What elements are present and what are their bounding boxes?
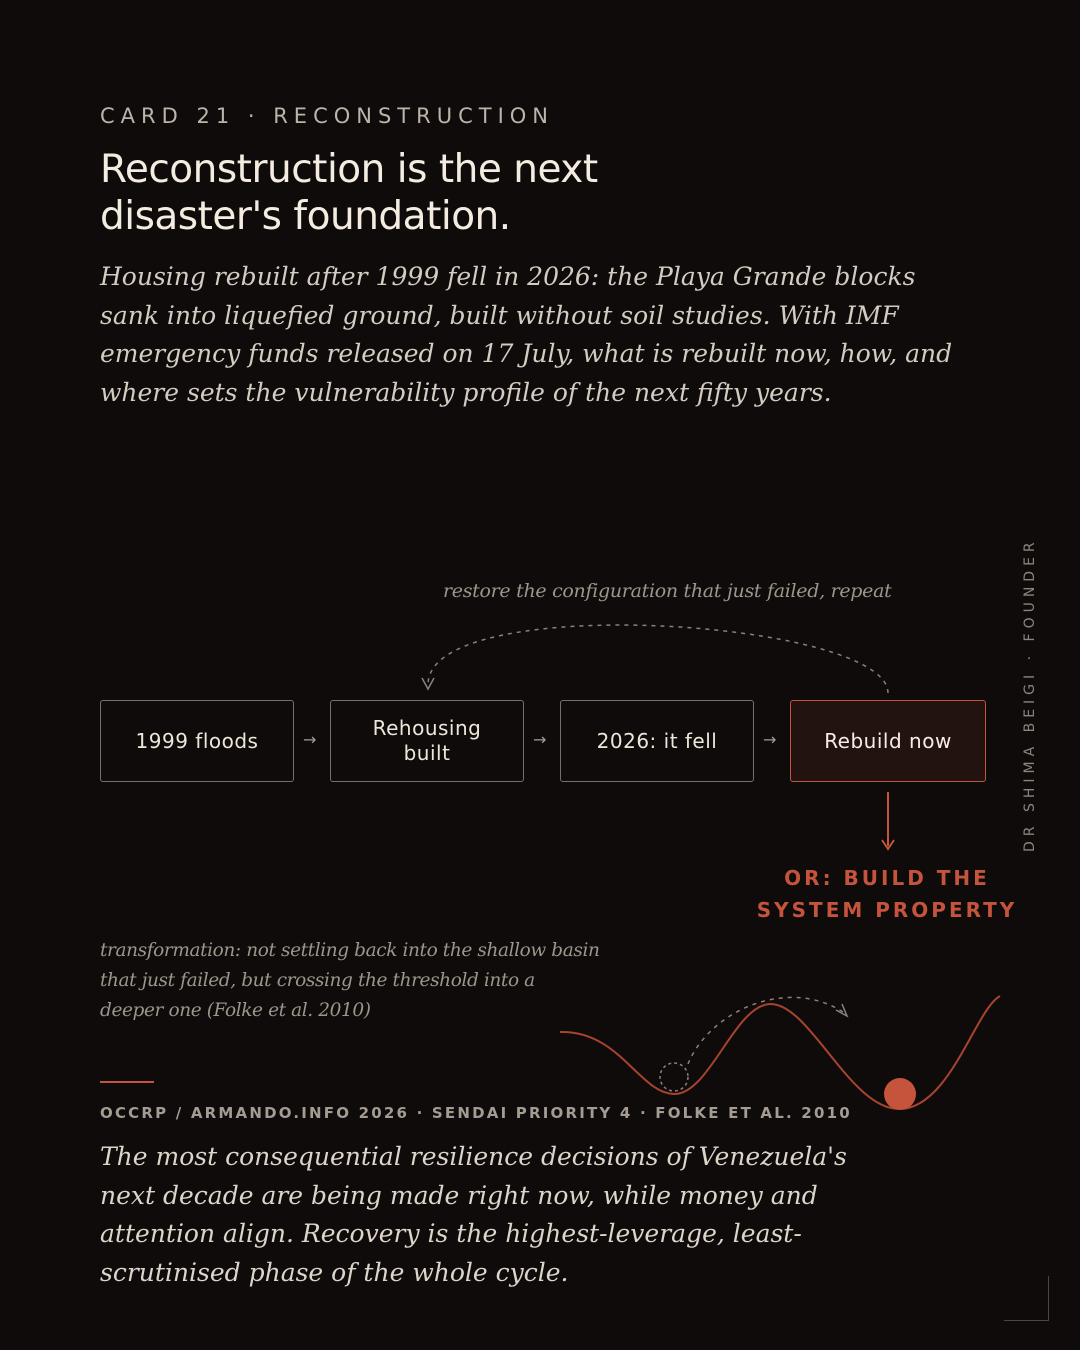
sources-line: OCCRP / ARMANDO.INFO 2026 · SENDAI PRIORITY 4 · FOLKE ET AL. 2010	[100, 1104, 852, 1122]
threshold-crossing-arrowhead	[836, 1004, 847, 1016]
step-rebuild-now: Rebuild now	[790, 700, 986, 782]
repeat-loop-arrow	[428, 625, 888, 693]
shallow-basin-ball-outline	[660, 1063, 688, 1091]
transformation-note: transformation: not settling back into the shallow basin that just failed, but crossing the threshold into a deeper one (Folke et al. 2010)	[100, 940, 600, 1021]
threshold-crossing-arrow	[688, 997, 846, 1064]
intro-paragraph: Housing rebuilt after 1999 fell in 2026: the Playa Grande blocks sank into liquefied ground, built without soil studies. With IMF emergency funds released on 17 July, what is rebuilt now, how, and where sets the vulnerability profile of the next fifty years.	[100, 262, 953, 407]
flow-arrow-2: →	[533, 730, 547, 749]
loop-annotation: restore the configuration that just failed, repeat	[443, 580, 892, 602]
step-rehousing-built: Rehousing built	[330, 700, 524, 782]
accent-rule	[100, 1081, 154, 1083]
stability-landscape-curve	[560, 996, 1000, 1109]
corner-mark	[1004, 1276, 1049, 1321]
conclusion-paragraph: The most consequential resilience decisions of Venezuela's next decade are being made right now, while money and attention align. Recovery is the highest-leverage, least-scrutinised phase of the whole cycle.	[100, 1142, 847, 1287]
deep-basin-ball	[884, 1078, 916, 1110]
flow-arrow-3: →	[763, 730, 777, 749]
step-2026-it-fell: 2026: it fell	[560, 700, 754, 782]
author-side-label: DR SHIMA BEIGI · FOUNDER	[1022, 537, 1038, 852]
alternative-label: OR: BUILD THE SYSTEM PROPERTY	[756, 866, 1018, 922]
card-headline: Reconstruction is the next disaster's foundation.	[100, 147, 598, 239]
step-1999-floods: 1999 floods	[100, 700, 294, 782]
flow-arrow-1: →	[303, 730, 317, 749]
card-kicker: CARD 21 · RECONSTRUCTION	[100, 104, 555, 128]
